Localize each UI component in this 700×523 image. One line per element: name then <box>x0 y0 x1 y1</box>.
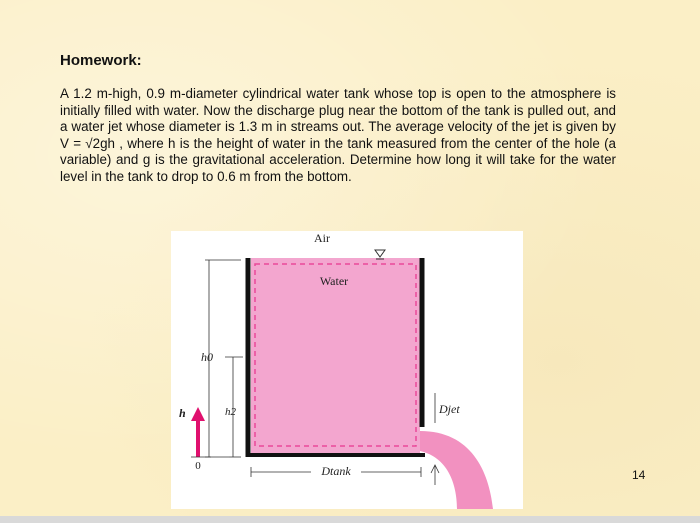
air-label: Air <box>314 231 330 245</box>
free-surface-symbol <box>375 250 385 257</box>
water-label: Water <box>319 274 349 288</box>
h-label: h <box>179 406 186 420</box>
water-jet <box>420 431 493 509</box>
h2-label: h2 <box>225 406 236 418</box>
problem-text: A 1.2 m-high, 0.9 m-diameter cylindrical water tank whose top is open to the atmosphere is initially filled with water. Now the discharge plug near the bottom of the tank is pulled out, and a water jet whose diameter is 1.3 m in streams out. The average velocity of the jet is given by V = √2gh , where h is the height of water in the tank measured from the center of the hole (a variable) and g is the gravitational acceleration. Determine how long it will take for the water level in the tank to drop to 0.6 m from the bottom. <box>60 86 616 184</box>
djet-label: Djet <box>439 402 460 416</box>
tank-figure <box>171 231 523 509</box>
dtank-label: Dtank <box>321 464 351 478</box>
tank-diagram <box>171 231 523 509</box>
slide-title: Homework: <box>60 52 142 69</box>
h0-label: h0 <box>201 350 213 364</box>
bottom-strip <box>0 516 700 523</box>
page-number: 14 <box>632 468 646 482</box>
zero-label: 0 <box>195 460 201 472</box>
